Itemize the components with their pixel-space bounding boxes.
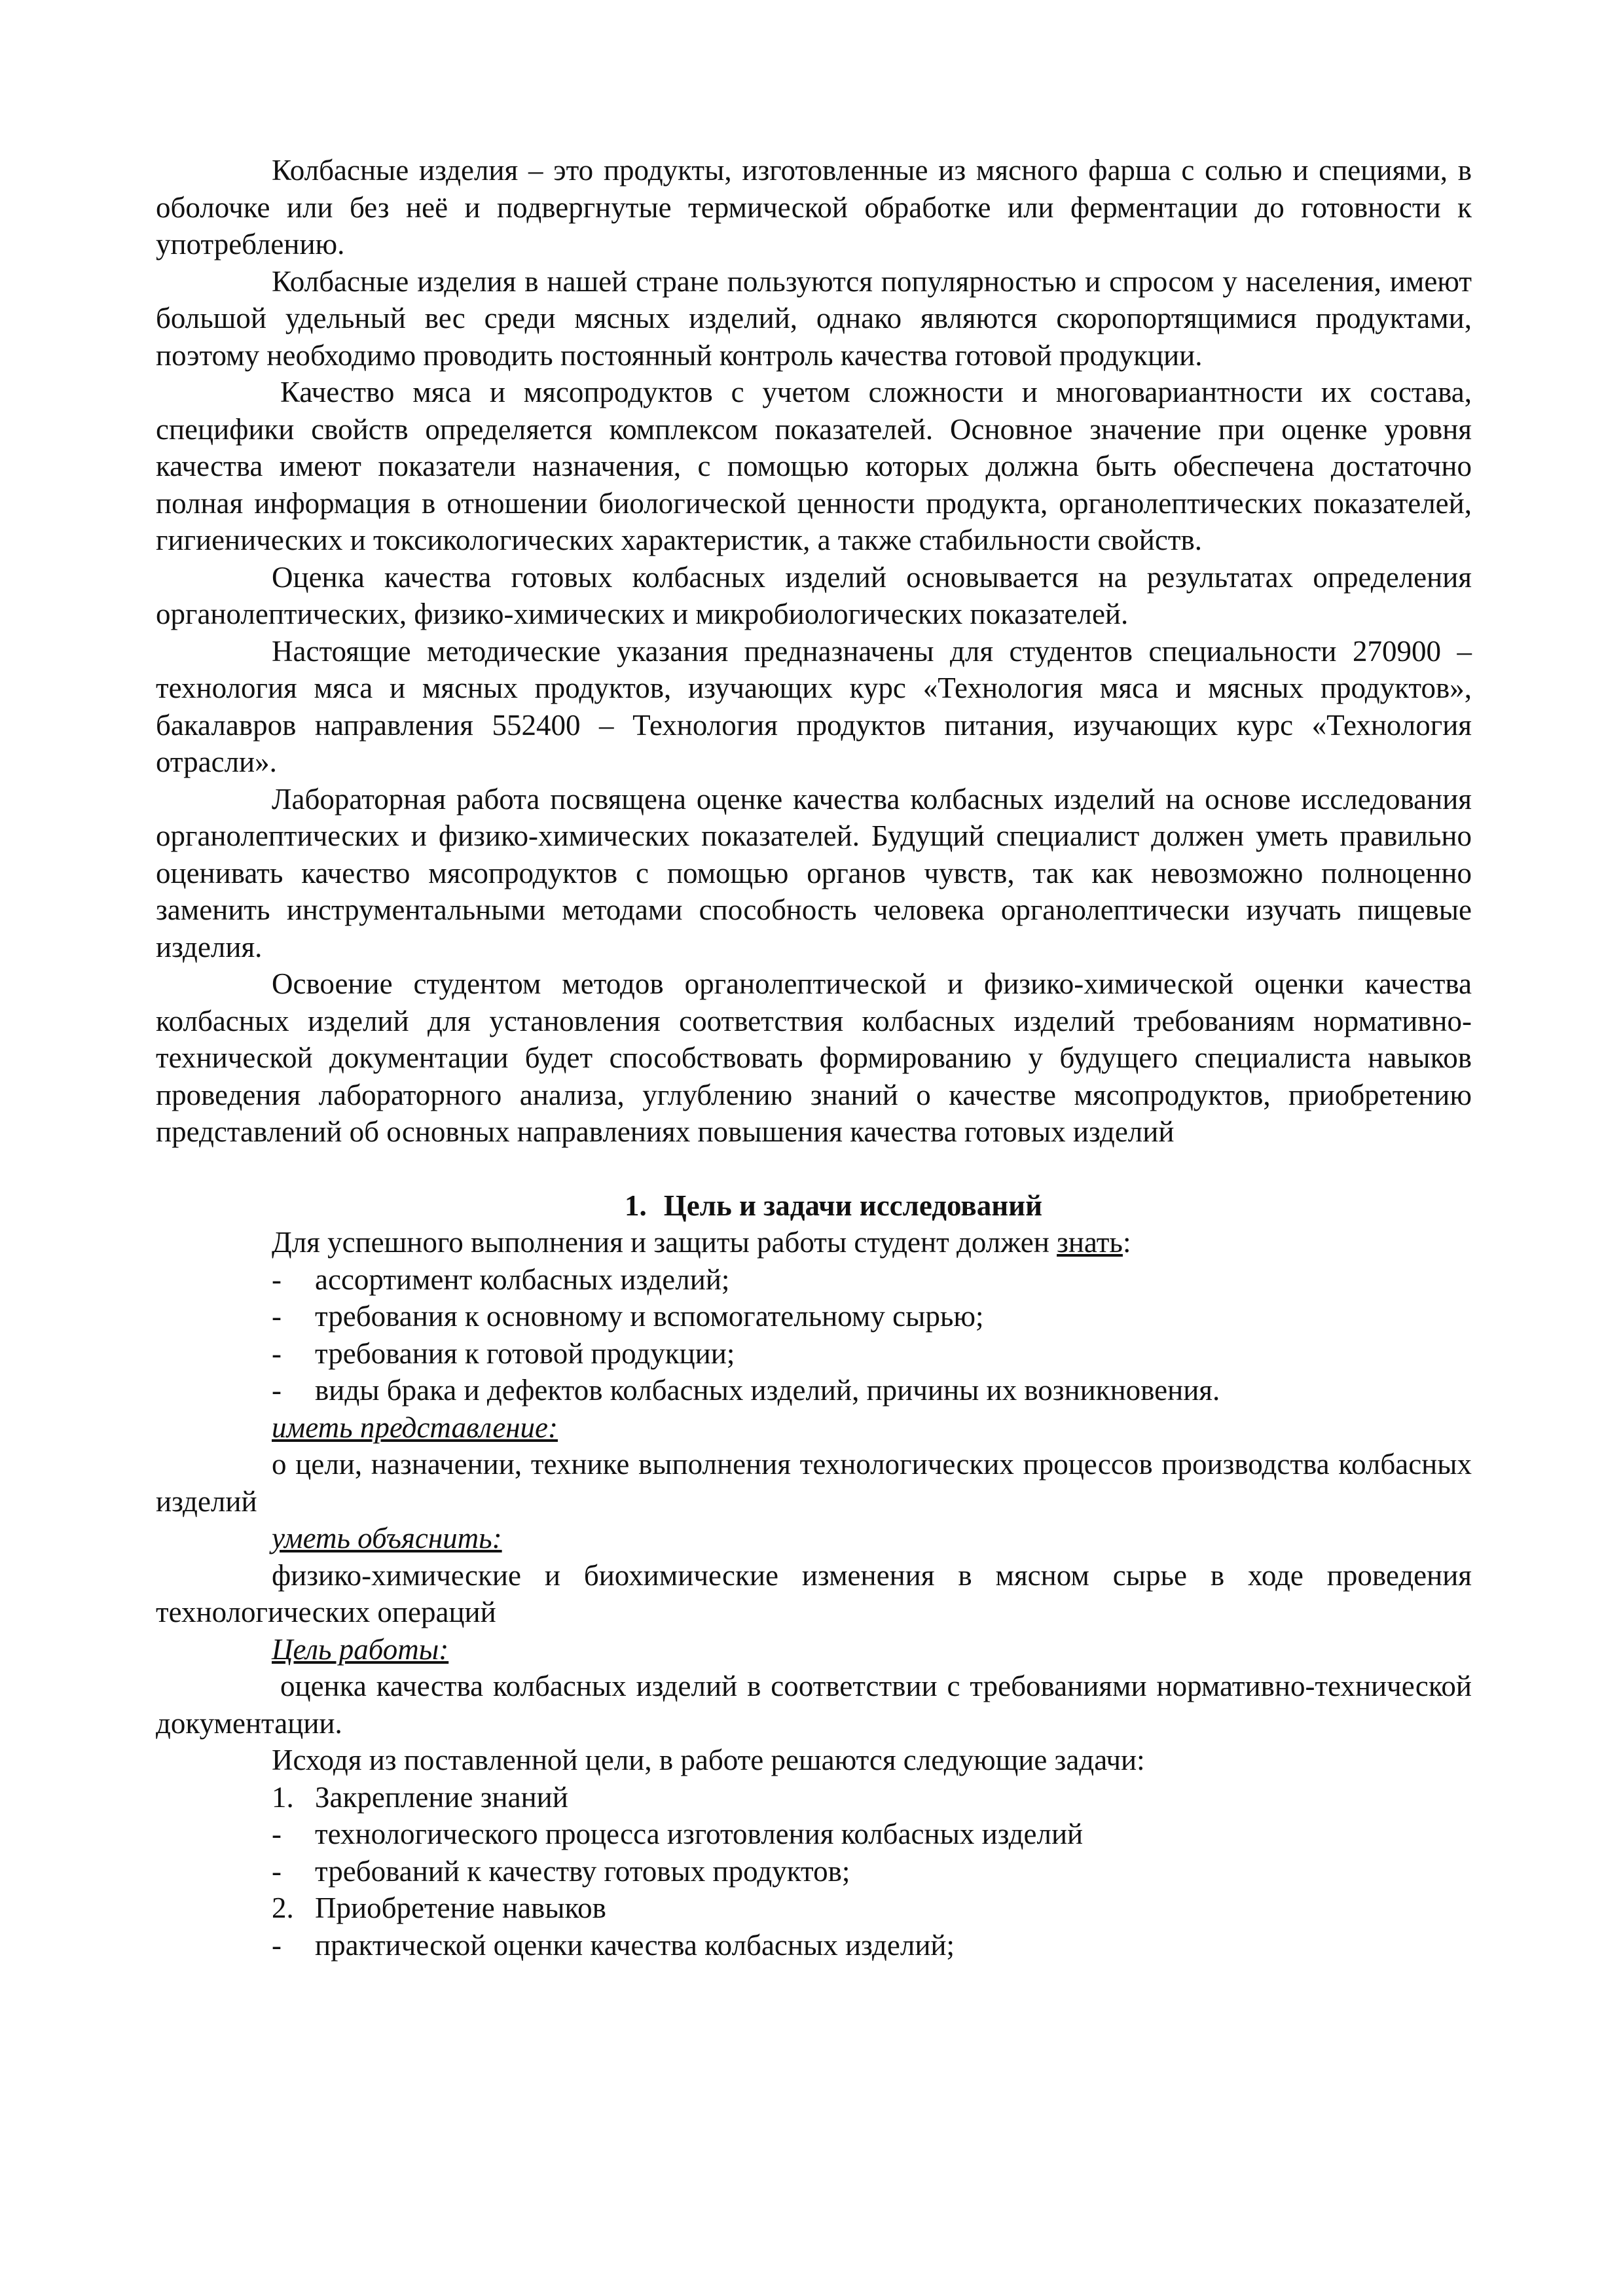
task-group-1-number: 1. xyxy=(272,1780,294,1814)
know-intro xyxy=(156,1224,1472,1261)
goal-label-line xyxy=(156,1631,1472,1668)
intro-paragraph-2: Колбасные изделия в нашей стране пользуются популярностью и спросом у населения, имеют большой удельный вес среди мясных изделий, однако являются скоропортящимися продуктами, поэтому необходимо проводить постоянный контроль качества готовой продукции. xyxy=(156,264,1472,372)
section-title: Цель и задачи исследований xyxy=(663,1189,1043,1222)
know-item-text: ассортимент колбасных изделий; xyxy=(315,1263,730,1296)
goal-text: оценка качества колбасных изделий в соответствии с требованиями нормативно-технической документации. xyxy=(156,1670,1472,1740)
section-number: 1. xyxy=(624,1189,647,1222)
know-item-text: виды брака и дефектов колбасных изделий, причины их возникновения. xyxy=(315,1374,1220,1407)
idea-label-line xyxy=(156,1409,1472,1446)
intro-paragraph-5: Настоящие методические указания предназначены для студентов специальности 270900 – технология мяса и мясных продуктов, изучающих курс «Технология мяса и мясных продуктов», бакалавров направления 552400 – Технология продуктов питания, изучающих курс «Технология отрасли». xyxy=(156,634,1472,778)
know-item xyxy=(156,1335,1472,1372)
intro-paragraph-4: Оценка качества готовых колбасных изделий основывается на результатах определения органолептических, физико-химических и микробиологических показателей. xyxy=(156,560,1472,630)
task-item xyxy=(156,1816,1472,1853)
list-dash: - xyxy=(272,1336,282,1370)
tasks-intro: Исходя из поставленной цели, в работе решаются следующие задачи: xyxy=(272,1744,1145,1776)
know-item xyxy=(156,1298,1472,1335)
task-group-2 xyxy=(156,1890,1472,1927)
task-item-text: требований к качеству готовых продуктов; xyxy=(315,1854,850,1888)
task-group-1 xyxy=(156,1779,1472,1816)
know-item-text: требования к готовой продукции; xyxy=(315,1336,735,1370)
task-group-1-title: Закрепление знаний xyxy=(315,1780,568,1814)
list-dash: - xyxy=(272,1818,282,1850)
task-item xyxy=(156,1927,1472,1964)
know-item xyxy=(156,1261,1472,1299)
list-dash: - xyxy=(272,1854,282,1888)
intro-paragraph-3: Качество мяса и мясопродуктов с учетом сложности и многовариантности их состава, специфики свойств определяется комплексом показателей. Основное значение при оценке уровня качества имеют показатели назначения, с помощью которых должна быть обеспечена достаточно полная информация в отношении биологической ценности продукта, органолептических показателей, гигиенических и токсикологических характеристик, а также стабильности свойств. xyxy=(156,376,1472,556)
goal-label: Цель работы: xyxy=(272,1632,449,1666)
explain-label-line xyxy=(156,1520,1472,1557)
task-group-2-title: Приобретение навыков xyxy=(315,1892,606,1924)
document-page xyxy=(156,152,1472,1964)
list-dash: - xyxy=(272,1300,282,1333)
know-suffix: : xyxy=(1122,1226,1131,1259)
explain-label: уметь объяснить: xyxy=(272,1522,502,1554)
explain-text: физико-химические и биохимические изменения в мясном сырье в ходе проведения технологических операций xyxy=(156,1558,1472,1628)
idea-text: о цели, назначении, технике выполнения технологических процессов производства колбасных изделий xyxy=(156,1448,1472,1518)
know-prefix: Для успешного выполнения и защиты работы студент должен xyxy=(272,1226,1057,1259)
know-item xyxy=(156,1372,1472,1409)
know-item-text: требования к основному и вспомогательному сырью; xyxy=(315,1300,984,1333)
intro-paragraph-1: Колбасные изделия – это продукты, изготовленные из мясного фарша с солью и специями, в оболочке или без неё и подвергнутые термической обработке или ферментации до готовности к употреблению. xyxy=(156,154,1472,260)
task-group-2-number: 2. xyxy=(272,1892,294,1924)
list-dash: - xyxy=(272,1374,282,1407)
task-item xyxy=(156,1853,1472,1890)
intro-paragraph-7: Освоение студентом методов органолептической и физико-химической оценки качества колбасных изделий для установления соответствия колбасных изделий требованиям нормативно-технической документации будет способствовать формированию у будущего специалиста навыков проведения лабораторного анализа, углублению знаний о качестве мясопродуктов, приобретению представлений об основных направлениях повышения качества готовых изделий xyxy=(156,967,1472,1148)
know-keyword: знать xyxy=(1057,1226,1123,1259)
section-heading xyxy=(156,1187,1472,1225)
list-dash: - xyxy=(272,1263,282,1296)
task-item-text: практической оценки качества колбасных изделий; xyxy=(315,1928,955,1962)
intro-paragraph-6: Лабораторная работа посвящена оценке качества колбасных изделий на основе исследования органолептических и физико-химических показателей. Будущий специалист должен уметь правильно оценивать качество мясопродуктов с помощью органов чувств, так как невозможно полноценно заменить инструментальными методами способность человека органолептически изучать пищевые изделия. xyxy=(156,782,1472,963)
idea-label: иметь представление: xyxy=(272,1410,558,1444)
list-dash: - xyxy=(272,1928,282,1962)
task-item-text: технологического процесса изготовления колбасных изделий xyxy=(315,1818,1084,1850)
